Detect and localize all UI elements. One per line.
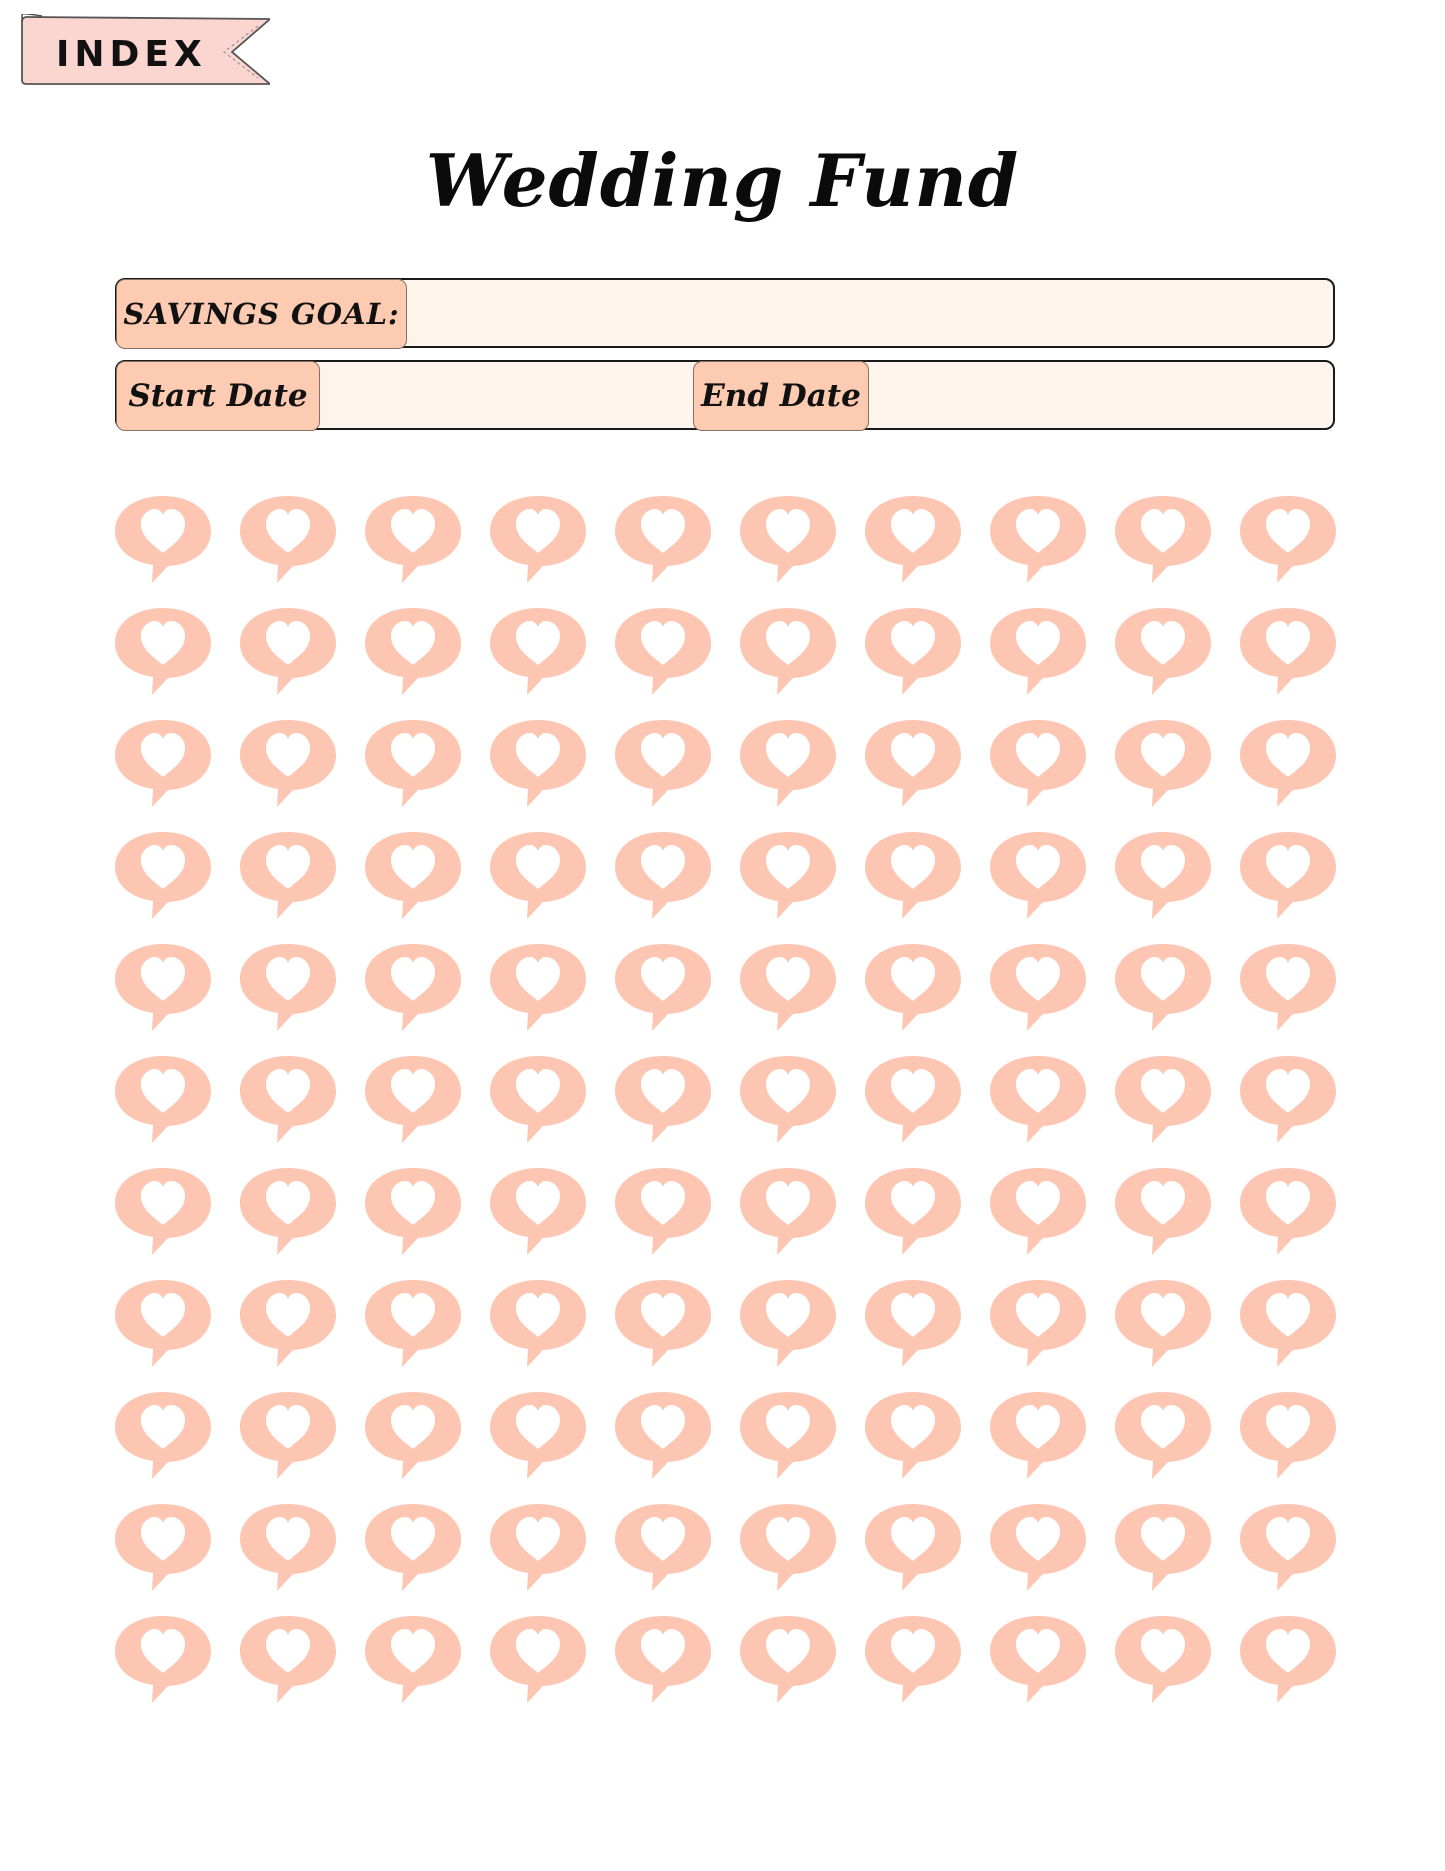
index-label: INDEX [56, 34, 207, 75]
savings-tracker-bubble[interactable] [1240, 1053, 1336, 1149]
heart-speech-bubble-icon [490, 1277, 586, 1373]
savings-tracker-bubble[interactable] [865, 1277, 961, 1373]
heart-speech-bubble-icon [1240, 1501, 1336, 1597]
savings-tracker-bubble[interactable] [865, 941, 961, 1037]
heart-speech-bubble-icon [1240, 1277, 1336, 1373]
savings-tracker-bubble[interactable] [365, 1277, 461, 1373]
savings-tracker-bubble[interactable] [490, 941, 586, 1037]
dates-row [115, 360, 1335, 430]
savings-tracker-bubble[interactable] [740, 493, 836, 589]
heart-speech-bubble-icon [490, 1053, 586, 1149]
savings-tracker-bubble[interactable] [490, 829, 586, 925]
savings-tracker-bubble[interactable] [990, 493, 1086, 589]
heart-speech-bubble-icon [365, 1613, 461, 1709]
savings-tracker-bubble[interactable] [740, 1613, 836, 1709]
heart-speech-bubble-icon [990, 1277, 1086, 1373]
savings-tracker-bubble[interactable] [615, 829, 711, 925]
heart-speech-bubble-icon [490, 1613, 586, 1709]
heart-speech-bubble-icon [615, 1613, 711, 1709]
heart-speech-bubble-icon [1115, 605, 1211, 701]
heart-speech-bubble-icon [1240, 1053, 1336, 1149]
heart-speech-bubble-icon [365, 605, 461, 701]
heart-speech-bubble-icon [1115, 1165, 1211, 1261]
start-date-label: Start Date [116, 361, 320, 431]
savings-goal-input[interactable] [409, 280, 1331, 346]
savings-tracker-bubble[interactable] [865, 1165, 961, 1261]
savings-tracker-bubble[interactable] [240, 493, 336, 589]
heart-speech-bubble-icon [615, 717, 711, 813]
savings-tracker-bubble[interactable] [115, 829, 211, 925]
savings-tracker-bubble[interactable] [615, 493, 711, 589]
savings-tracker-bubble[interactable] [240, 1501, 336, 1597]
savings-tracker-bubble[interactable] [1240, 1165, 1336, 1261]
savings-tracker-bubble[interactable] [240, 1165, 336, 1261]
heart-speech-bubble-icon [115, 829, 211, 925]
savings-tracker-bubble[interactable] [365, 717, 461, 813]
savings-tracker-bubble[interactable] [740, 1165, 836, 1261]
heart-speech-bubble-icon [115, 605, 211, 701]
heart-speech-bubble-icon [615, 605, 711, 701]
savings-tracker-bubble[interactable] [615, 1389, 711, 1485]
savings-goal-row [115, 278, 1335, 348]
heart-speech-bubble-icon [1115, 717, 1211, 813]
heart-speech-bubble-icon [615, 1389, 711, 1485]
savings-tracker-bubble[interactable] [240, 829, 336, 925]
savings-tracker-bubble[interactable] [990, 829, 1086, 925]
savings-tracker-bubble[interactable] [740, 717, 836, 813]
heart-speech-bubble-icon [365, 493, 461, 589]
savings-tracker-bubble[interactable] [865, 829, 961, 925]
savings-tracker-bubble[interactable] [490, 717, 586, 813]
savings-tracker-bubble[interactable] [1115, 717, 1211, 813]
heart-speech-bubble-icon [115, 717, 211, 813]
heart-speech-bubble-icon [865, 1277, 961, 1373]
savings-tracker-bubble[interactable] [1115, 829, 1211, 925]
savings-tracker-bubble[interactable] [1115, 493, 1211, 589]
heart-speech-bubble-icon [1115, 1389, 1211, 1485]
heart-speech-bubble-icon [240, 1165, 336, 1261]
savings-tracker-bubble[interactable] [865, 1613, 961, 1709]
heart-speech-bubble-icon [240, 941, 336, 1037]
heart-speech-bubble-icon [865, 829, 961, 925]
heart-speech-bubble-icon [865, 1501, 961, 1597]
end-date-label: End Date [693, 361, 869, 431]
savings-tracker-bubble[interactable] [990, 1389, 1086, 1485]
heart-speech-bubble-icon [615, 829, 711, 925]
savings-tracker-bubble[interactable] [115, 493, 211, 589]
heart-speech-bubble-icon [365, 1501, 461, 1597]
heart-speech-bubble-icon [365, 717, 461, 813]
savings-tracker-bubble[interactable] [615, 1613, 711, 1709]
savings-tracker-bubble[interactable] [615, 941, 711, 1037]
savings-tracker-bubble[interactable] [1115, 941, 1211, 1037]
heart-speech-bubble-icon [240, 717, 336, 813]
heart-speech-bubble-icon [865, 941, 961, 1037]
heart-speech-bubble-icon [115, 1053, 211, 1149]
heart-speech-bubble-icon [240, 605, 336, 701]
heart-speech-bubble-icon [490, 493, 586, 589]
savings-tracker-bubble[interactable] [990, 1501, 1086, 1597]
heart-speech-bubble-icon [1240, 941, 1336, 1037]
page-title: Wedding Fund [425, 138, 1020, 223]
savings-tracker-bubble[interactable] [865, 1389, 961, 1485]
heart-speech-bubble-icon [990, 1389, 1086, 1485]
savings-tracker-bubble[interactable] [990, 1165, 1086, 1261]
heart-speech-bubble-icon [115, 493, 211, 589]
heart-speech-bubble-icon [865, 1613, 961, 1709]
heart-speech-bubble-icon [1115, 941, 1211, 1037]
savings-tracker-bubble[interactable] [1240, 605, 1336, 701]
savings-tracker-bubble[interactable] [1240, 717, 1336, 813]
heart-speech-bubble-icon [990, 941, 1086, 1037]
savings-tracker-bubble[interactable] [490, 1613, 586, 1709]
heart-speech-bubble-icon [865, 717, 961, 813]
savings-tracker-bubble[interactable] [1115, 1053, 1211, 1149]
savings-tracker-bubble[interactable] [240, 941, 336, 1037]
savings-tracker-bubble[interactable] [740, 1501, 836, 1597]
heart-speech-bubble-icon [740, 1277, 836, 1373]
savings-tracker-bubble[interactable] [990, 717, 1086, 813]
savings-tracker-bubble[interactable] [490, 1277, 586, 1373]
savings-tracker-bubble[interactable] [1115, 1165, 1211, 1261]
savings-tracker-bubble[interactable] [490, 1501, 586, 1597]
savings-tracker-bubble[interactable] [1240, 829, 1336, 925]
savings-tracker-bubble[interactable] [490, 605, 586, 701]
savings-tracker-bubble[interactable] [740, 1277, 836, 1373]
heart-speech-bubble-icon [1115, 493, 1211, 589]
savings-tracker-bubble[interactable] [115, 1389, 211, 1485]
savings-tracker-bubble[interactable] [115, 1053, 211, 1149]
savings-tracker-bubble[interactable] [1240, 1389, 1336, 1485]
heart-speech-bubble-icon [365, 941, 461, 1037]
savings-tracker-bubble[interactable] [115, 1165, 211, 1261]
heart-speech-bubble-icon [1240, 1165, 1336, 1261]
heart-speech-bubble-icon [865, 1389, 961, 1485]
heart-speech-bubble-icon [365, 1165, 461, 1261]
heart-speech-bubble-icon [490, 717, 586, 813]
savings-tracker-bubble[interactable] [615, 1501, 711, 1597]
savings-tracker-bubble[interactable] [115, 1613, 211, 1709]
savings-tracker-bubble[interactable] [1240, 941, 1336, 1037]
heart-speech-bubble-icon [740, 605, 836, 701]
heart-speech-bubble-icon [490, 941, 586, 1037]
heart-speech-bubble-icon [1115, 1613, 1211, 1709]
heart-speech-bubble-icon [990, 1613, 1086, 1709]
savings-tracker-bubble[interactable] [240, 1277, 336, 1373]
heart-speech-bubble-icon [490, 1165, 586, 1261]
heart-speech-bubble-icon [990, 605, 1086, 701]
savings-tracker-bubble[interactable] [490, 1389, 586, 1485]
savings-tracker-bubble[interactable] [240, 1613, 336, 1709]
savings-tracker-bubble[interactable] [365, 1389, 461, 1485]
heart-speech-bubble-icon [115, 1613, 211, 1709]
savings-tracker-bubble[interactable] [1115, 1613, 1211, 1709]
savings-tracker-bubble[interactable] [365, 1165, 461, 1261]
savings-tracker-bubble[interactable] [740, 1389, 836, 1485]
savings-tracker-bubble[interactable] [240, 1389, 336, 1485]
heart-speech-bubble-icon [990, 829, 1086, 925]
savings-tracker-bubble[interactable] [365, 1613, 461, 1709]
savings-tracker-bubble[interactable] [615, 605, 711, 701]
savings-tracker-bubble[interactable] [490, 1165, 586, 1261]
savings-tracker-bubble[interactable] [240, 1053, 336, 1149]
savings-tracker-bubble[interactable] [865, 493, 961, 589]
savings-tracker-bubble[interactable] [865, 717, 961, 813]
savings-tracker-bubble[interactable] [365, 829, 461, 925]
savings-tracker-bubble[interactable] [1240, 1277, 1336, 1373]
savings-tracker-bubble[interactable] [115, 605, 211, 701]
heart-speech-bubble-icon [740, 1501, 836, 1597]
savings-tracker-bubble[interactable] [990, 941, 1086, 1037]
heart-speech-bubble-icon [240, 493, 336, 589]
savings-tracker-bubble[interactable] [240, 717, 336, 813]
heart-speech-bubble-icon [1240, 1389, 1336, 1485]
heart-speech-bubble-icon [1240, 493, 1336, 589]
heart-speech-bubble-icon [1115, 829, 1211, 925]
savings-tracker-bubble[interactable] [990, 605, 1086, 701]
heart-speech-bubble-icon [990, 1165, 1086, 1261]
savings-tracker-bubble[interactable] [115, 717, 211, 813]
savings-tracker-grid [115, 493, 1336, 1709]
savings-tracker-bubble[interactable] [740, 829, 836, 925]
heart-speech-bubble-icon [115, 941, 211, 1037]
heart-speech-bubble-icon [365, 829, 461, 925]
heart-speech-bubble-icon [740, 1613, 836, 1709]
savings-tracker-bubble[interactable] [365, 605, 461, 701]
heart-speech-bubble-icon [365, 1053, 461, 1149]
heart-speech-bubble-icon [115, 1501, 211, 1597]
heart-speech-bubble-icon [740, 829, 836, 925]
savings-tracker-bubble[interactable] [615, 1053, 711, 1149]
heart-speech-bubble-icon [490, 605, 586, 701]
heart-speech-bubble-icon [990, 1501, 1086, 1597]
heart-speech-bubble-icon [1240, 717, 1336, 813]
heart-speech-bubble-icon [1115, 1501, 1211, 1597]
heart-speech-bubble-icon [365, 1277, 461, 1373]
savings-tracker-bubble[interactable] [740, 941, 836, 1037]
heart-speech-bubble-icon [990, 1053, 1086, 1149]
savings-tracker-bubble[interactable] [1115, 1501, 1211, 1597]
savings-tracker-bubble[interactable] [1240, 1501, 1336, 1597]
heart-speech-bubble-icon [740, 1053, 836, 1149]
heart-speech-bubble-icon [490, 829, 586, 925]
savings-tracker-bubble[interactable] [115, 1501, 211, 1597]
heart-speech-bubble-icon [740, 493, 836, 589]
savings-tracker-bubble[interactable] [615, 717, 711, 813]
savings-tracker-bubble[interactable] [865, 1501, 961, 1597]
heart-speech-bubble-icon [1240, 605, 1336, 701]
heart-speech-bubble-icon [365, 1389, 461, 1485]
savings-tracker-bubble[interactable] [1115, 1389, 1211, 1485]
savings-tracker-bubble[interactable] [615, 1277, 711, 1373]
heart-speech-bubble-icon [1240, 829, 1336, 925]
heart-speech-bubble-icon [115, 1277, 211, 1373]
heart-speech-bubble-icon [1115, 1277, 1211, 1373]
savings-tracker-bubble[interactable] [240, 605, 336, 701]
heart-speech-bubble-icon [740, 1389, 836, 1485]
heart-speech-bubble-icon [240, 829, 336, 925]
savings-tracker-bubble[interactable] [1240, 1613, 1336, 1709]
heart-speech-bubble-icon [240, 1277, 336, 1373]
start-date-input[interactable] [323, 362, 691, 428]
heart-speech-bubble-icon [615, 493, 711, 589]
heart-speech-bubble-icon [615, 1277, 711, 1373]
heart-speech-bubble-icon [740, 1165, 836, 1261]
savings-tracker-bubble[interactable] [1115, 605, 1211, 701]
savings-tracker-bubble[interactable] [615, 1165, 711, 1261]
heart-speech-bubble-icon [990, 717, 1086, 813]
savings-tracker-bubble[interactable] [990, 1613, 1086, 1709]
heart-speech-bubble-icon [740, 717, 836, 813]
index-tab[interactable] [18, 14, 270, 86]
savings-tracker-bubble[interactable] [490, 1053, 586, 1149]
savings-tracker-bubble[interactable] [990, 1277, 1086, 1373]
savings-tracker-bubble[interactable] [115, 1277, 211, 1373]
heart-speech-bubble-icon [865, 1053, 961, 1149]
heart-speech-bubble-icon [615, 941, 711, 1037]
savings-tracker-bubble[interactable] [365, 1053, 461, 1149]
heart-speech-bubble-icon [865, 1165, 961, 1261]
savings-tracker-bubble[interactable] [1115, 1277, 1211, 1373]
savings-tracker-bubble[interactable] [990, 1053, 1086, 1149]
savings-tracker-bubble[interactable] [865, 605, 961, 701]
savings-goal-label: SAVINGS GOAL: [116, 279, 407, 349]
heart-speech-bubble-icon [490, 1389, 586, 1485]
savings-tracker-bubble[interactable] [365, 1501, 461, 1597]
heart-speech-bubble-icon [865, 493, 961, 589]
savings-tracker-bubble[interactable] [740, 605, 836, 701]
heart-speech-bubble-icon [740, 941, 836, 1037]
savings-tracker-bubble[interactable] [365, 941, 461, 1037]
end-date-input[interactable] [871, 362, 1331, 428]
heart-speech-bubble-icon [240, 1389, 336, 1485]
heart-speech-bubble-icon [115, 1389, 211, 1485]
heart-speech-bubble-icon [990, 493, 1086, 589]
savings-tracker-bubble[interactable] [365, 493, 461, 589]
heart-speech-bubble-icon [240, 1501, 336, 1597]
savings-tracker-bubble[interactable] [490, 493, 586, 589]
heart-speech-bubble-icon [240, 1053, 336, 1149]
heart-speech-bubble-icon [1115, 1053, 1211, 1149]
savings-tracker-bubble[interactable] [740, 1053, 836, 1149]
heart-speech-bubble-icon [615, 1501, 711, 1597]
heart-speech-bubble-icon [490, 1501, 586, 1597]
heart-speech-bubble-icon [865, 605, 961, 701]
savings-tracker-bubble[interactable] [865, 1053, 961, 1149]
heart-speech-bubble-icon [115, 1165, 211, 1261]
savings-tracker-bubble[interactable] [115, 941, 211, 1037]
heart-speech-bubble-icon [1240, 1613, 1336, 1709]
heart-speech-bubble-icon [615, 1053, 711, 1149]
heart-speech-bubble-icon [240, 1613, 336, 1709]
savings-tracker-bubble[interactable] [1240, 493, 1336, 589]
heart-speech-bubble-icon [615, 1165, 711, 1261]
